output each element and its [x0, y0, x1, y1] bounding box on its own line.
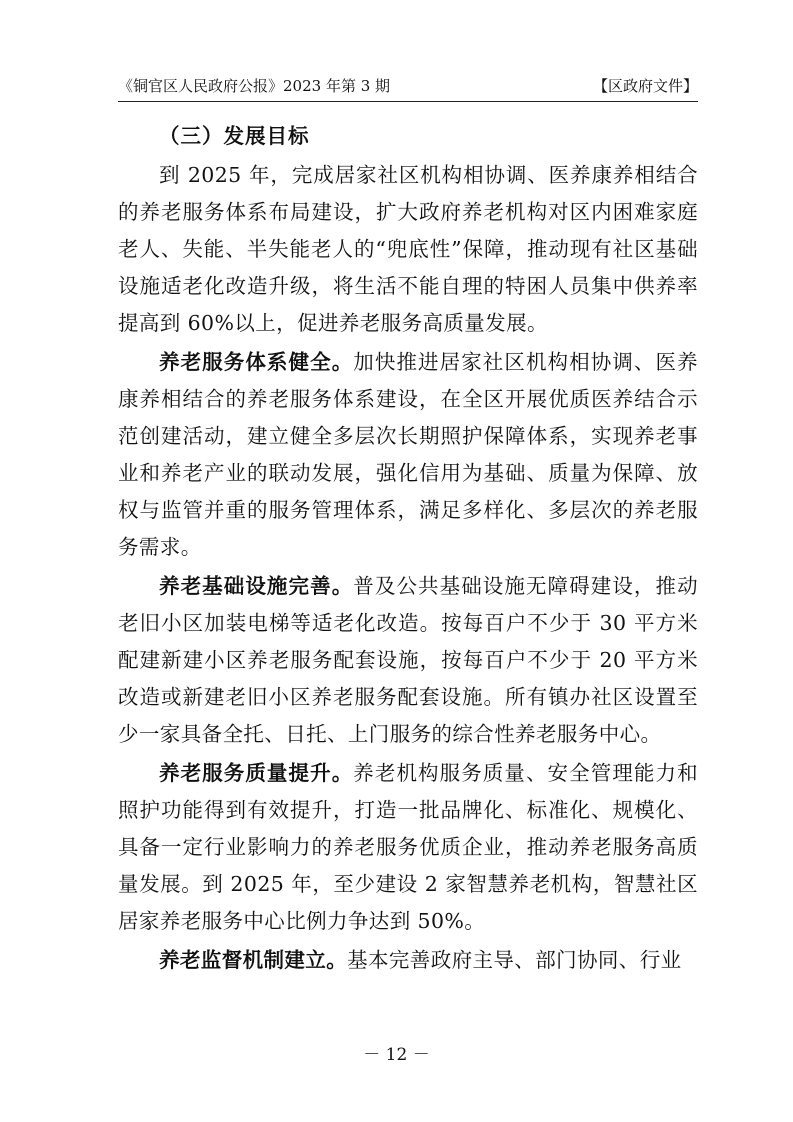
paragraph-text: 加快推进居家社区机构相协调、医养康养相结合的养老服务体系建设，在全区开展优质医养结合示范创建活动，建立健全多层次长期照护保障体系，实现养老事业和养老产业的联动发展，强化信用为基础、质量为保障、放权与监管并重的服务管理体系，满足多样化、多层次的养老服务需求。: [118, 350, 698, 559]
paragraph-service-quality: [118, 755, 698, 940]
paragraph-lead: 养老基础设施完善。: [159, 574, 354, 598]
bulletin-issue-label: 《铜官区人民政府公报》2023 年第 3 期: [118, 77, 391, 95]
intro-paragraph: 到 2025 年，完成居家社区机构相协调、医养康养相结合的养老服务体系布局建设，扩大政府养老机构对区内困难家庭老人、失能、半失能老人的“兜底性”保障，推动现有社区基础设施适老化改造升级，将生活不能自理的特困人员集中供养率提高到 60%以上，促进养老服务高质量发展。: [118, 163, 698, 335]
paragraph-text: 养老机构服务质量、安全管理能力和照护功能得到有效提升，打造一批品牌化、标准化、规模化、具备一定行业影响力的养老服务优质企业，推动养老服务高质量发展。到 2025 年，至少建设 2 家智慧养老机构，智慧社区居家养老服务中心比例力争达到 50%。: [118, 761, 698, 933]
page-header: [118, 76, 698, 102]
section-title: （三）发展目标: [159, 124, 310, 148]
paragraph-infrastructure: [118, 568, 698, 753]
page-number: － 12 －: [363, 1045, 430, 1065]
paragraph-text: 普及公共基础设施无障碍建设，推动老旧小区加装电梯等适老化改造。按每百户不少于 30 平方米配建新建小区养老服务配套设施，按每百户不少于 20 平方米改造或新建老旧小区养老服务配套设施。所有镇办社区设置至少一家具备全托、日托、上门服务的综合性养老服务中心。: [118, 574, 698, 746]
paragraph-service-system: [118, 344, 698, 566]
paragraph-lead: 养老监督机制建立。: [159, 948, 348, 972]
paragraph-text: 基本完善政府主导、部门协同、行业: [347, 948, 682, 972]
paragraph-lead: 养老服务质量提升。: [159, 761, 354, 785]
document-category-label: 【区政府文件】: [592, 77, 698, 95]
paragraph-supervision: [118, 942, 698, 979]
document-body: [118, 118, 698, 981]
paragraph-lead: 养老服务体系健全。: [159, 350, 354, 374]
header-divider: [118, 101, 698, 102]
